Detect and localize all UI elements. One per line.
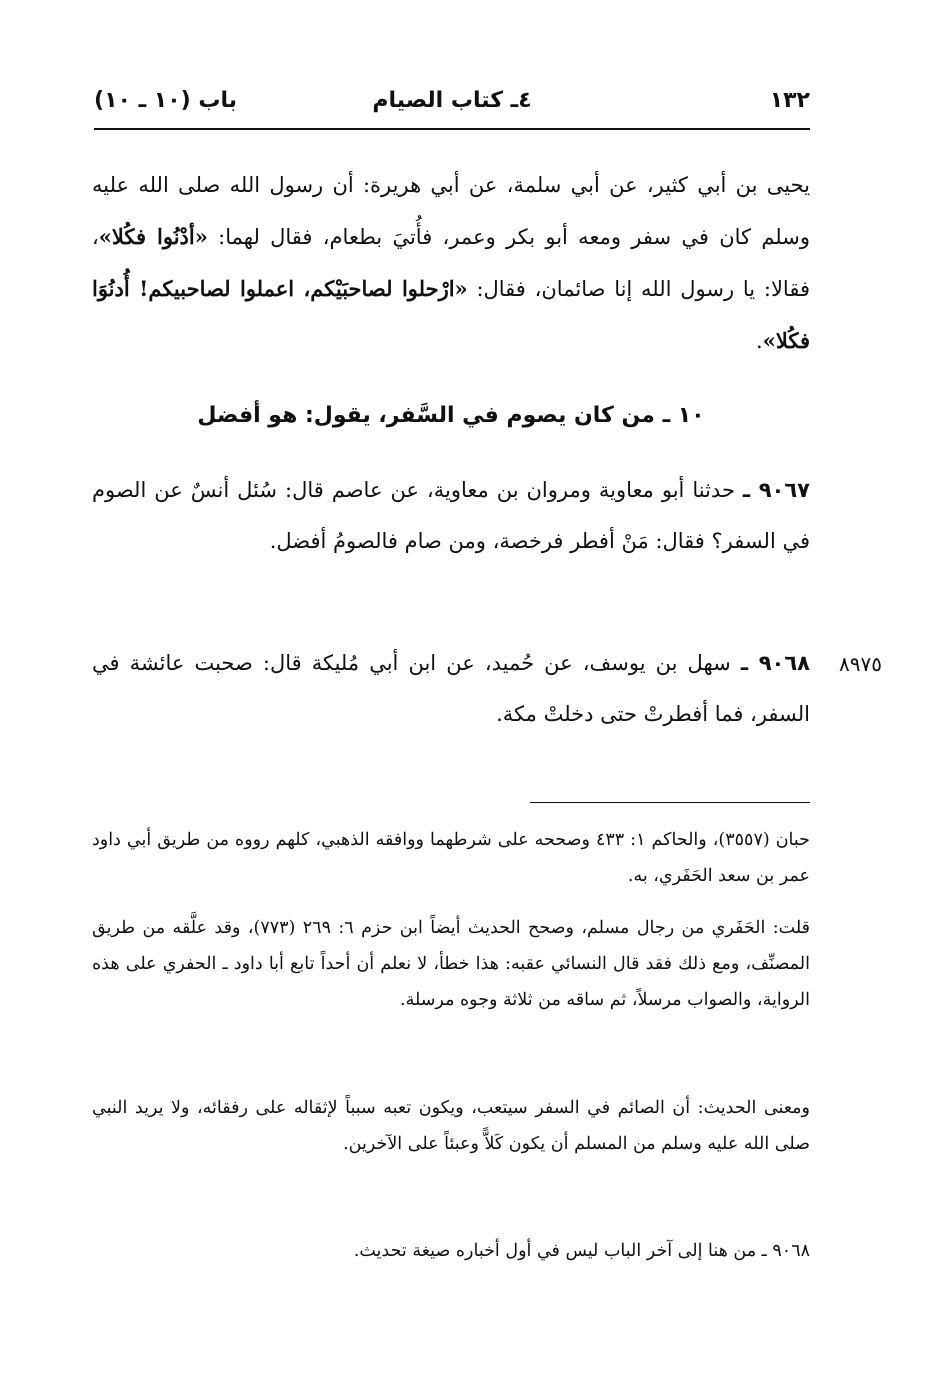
carryover-paragraph bbox=[92, 160, 810, 367]
hadith-9067 bbox=[92, 465, 810, 567]
carryover-lead: يحيى بن أبي كثير، عن أبي سلمة، عن أبي هريرة: أن رسول الله صلى الله عليه وسلم كان في سفر ومعه أبو بكر وعمر، فأُتيَ بطعام، فقال لهما: bbox=[92, 173, 810, 249]
footnote-2: قلت: الحَفَري من رجال مسلم، وصحح الحديث أيضاً ابن حزم ٦: ٢٦٩ (٧٧٣)، وقد علَّقه من طريق المصنِّف، ومع ذلك فقد قال النسائي عقبه: هذا خطأ، لا نعلم أن أحداً تابع أبا داود ـ الحفري على هذه الرواية، والصواب مرسلاً، ثم ساقه من ثلاثة وجوه مرسلة. bbox=[92, 918, 810, 1010]
footnote-4: ٩٠٦٨ ـ من هنا إلى آخر الباب ليس في أول أخباره صيغة تحديث. bbox=[353, 1241, 810, 1261]
hadith-number: ٩٠٦٨ ـ bbox=[740, 651, 810, 675]
hadith-text: سهل بن يوسف، عن حُميد، عن ابن أبي مُليكة قال: صحبت عائشة في السفر، فما أفطرتْ حتى دخلتْ مكة. bbox=[92, 651, 810, 726]
section-heading: ١٠ ـ من كان يصوم في السَّفر، يقول: هو أفضل bbox=[197, 403, 705, 428]
footnote-1: حبان (٣٥٥٧)، والحاكم ١: ٤٣٣ وصححه على شرطهما ووافقه الذهبي، كلهم رووه من طريق أبي داود عمر بن سعد الحَفَري، به. bbox=[92, 830, 810, 886]
chapter-reference: باب (١٠ ـ ١٠) bbox=[94, 88, 237, 113]
book-title: ٤ـ كتاب الصيام bbox=[372, 88, 532, 113]
prophet-quote-2: «ارْحلوا لصاحبَيْكم، اعملوا لصاحبيكم! أُدنُوَا فكُلا» bbox=[92, 276, 810, 353]
footnote-3: ومعنى الحديث: أن الصائم في السفر سيتعب، ويكون تعبه سبباً لإثقاله على رفقائه، ولا يريد النبي صلى الله عليه وسلم من المسلم أن يكون كَلاًّ وعبئاً على الآخرين. bbox=[92, 1098, 810, 1154]
page-number: ١٣٢ bbox=[769, 88, 810, 113]
page-header bbox=[94, 88, 810, 124]
hadith-number: ٩٠٦٧ ـ bbox=[742, 478, 810, 502]
carryover-end: . bbox=[756, 329, 763, 353]
margin-number: ٨٩٧٥ bbox=[839, 652, 882, 676]
hadith-text: حدثنا أبو معاوية ومروان بن معاوية، عن عاصم قال: سُئل أنسٌ عن الصوم في السفر؟ فقال: مَنْ أفطر فرخصة، ومن صام فالصومُ أفضل. bbox=[92, 478, 810, 553]
header-rule bbox=[94, 128, 810, 130]
hadith-9068 bbox=[92, 638, 810, 740]
carryover-mid: ، فقالا: يا رسول الله إنا صائمان، فقال: bbox=[92, 225, 810, 301]
footnote-separator bbox=[530, 802, 810, 803]
prophet-quote-1: «أدْنُوا فكُلا» bbox=[98, 224, 208, 249]
